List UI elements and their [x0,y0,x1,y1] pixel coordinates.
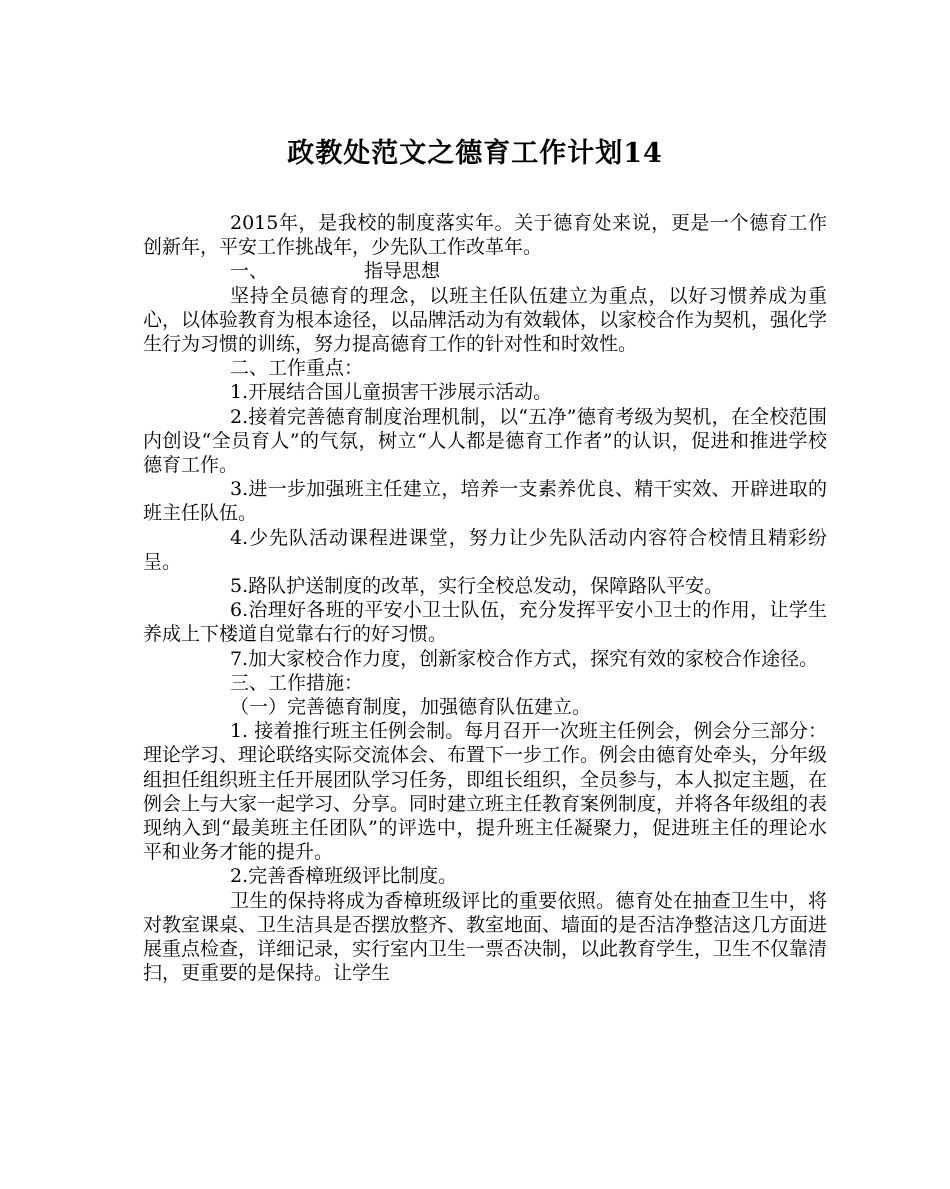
list-item: 1. 接着推行班主任例会制。每月召开一次班主任例会，例会分三部分：理论学习、理论联络实际交流体会、布置下一步工作。例会由德育处牵头，分年级组担任组织班主任开展团队学习任务，即组长组织，全员参与，本人拟定主题，在例会上与大家一起学习、分享。同时建立班主任教育案例制度，并将各年级组的表现纳入到“最美班主任团队”的评选中，提升班主任凝聚力，促进班主任的理论水平和业务才能的提升。 [143,720,828,864]
section-heading-work-measures: 三、工作措施： [230,671,364,694]
document-title: 政教处范文之德育工作计划14 [287,138,663,169]
section-heading-work-focus: 二、工作重点： [230,357,364,380]
paragraph-intro: 2015年，是我校的制度落实年。关于德育处来说，更是一个德育工作创新年，平安工作挑战年，少先队工作改革年。 [143,212,827,259]
list-item: 4.少先队活动课程进课堂，努力让少先队活动内容符合校情且精彩纷呈。 [143,526,827,573]
list-item: 6.治理好各班的平安小卫士队伍，充分发挥平安小卫士的作用，让学生养成上下楼道自觉靠右行的好习惯。 [143,599,827,646]
list-item: 2.接着完善德育制度治理机制，以“五净”德育考级为契机，在全校范围内创设“全员育人”的气氛，树立“人人都是德育工作者”的认识，促进和推进学校德育工作。 [143,405,827,477]
document-body [143,211,827,986]
list-item: 5.路队护送制度的改革，实行全校总发动，保障路队平安。 [230,575,724,598]
list-item: 1.开展结合国儿童损害干涉展示活动。 [230,381,553,404]
subsection-heading: （一）完善德育制度，加强德育队伍建立。 [230,696,592,719]
list-item: 2.完善香樟班级评比制度。 [230,865,458,888]
section-number: 一、 [230,260,269,283]
list-item: 3.进一步加强班主任建立，培养一支素养优良、精干实效、开辟进取的班主任队伍。 [143,478,827,525]
list-item: 7.加大家校合作力度，创新家校合作方式，探究有效的家校合作途径。 [230,647,819,670]
section-heading-guiding-ideology [143,259,827,283]
paragraph-hygiene: 卫生的保持将成为香樟班级评比的重要依照。德育处在抽查卫生中，将对教室课桌、卫生洁具是否摆放整齐、教室地面、墙面的是否洁净整洁这几方面进展重点检查，详细记录，实行室内卫生一票否决制，以此教育学生，卫生不仅靠清扫，更重要的是保持。让学生 [143,889,828,985]
paragraph-guiding-ideology: 坚持全员德育的理念，以班主任队伍建立为重点，以好习惯养成为重心，以体验教育为根本途径，以品牌活动为有效载体，以家校合作为契机，强化学生行为习惯的训练，努力提高德育工作的针对性和时效性。 [143,284,828,356]
section-title: 指导思想 [364,260,441,283]
